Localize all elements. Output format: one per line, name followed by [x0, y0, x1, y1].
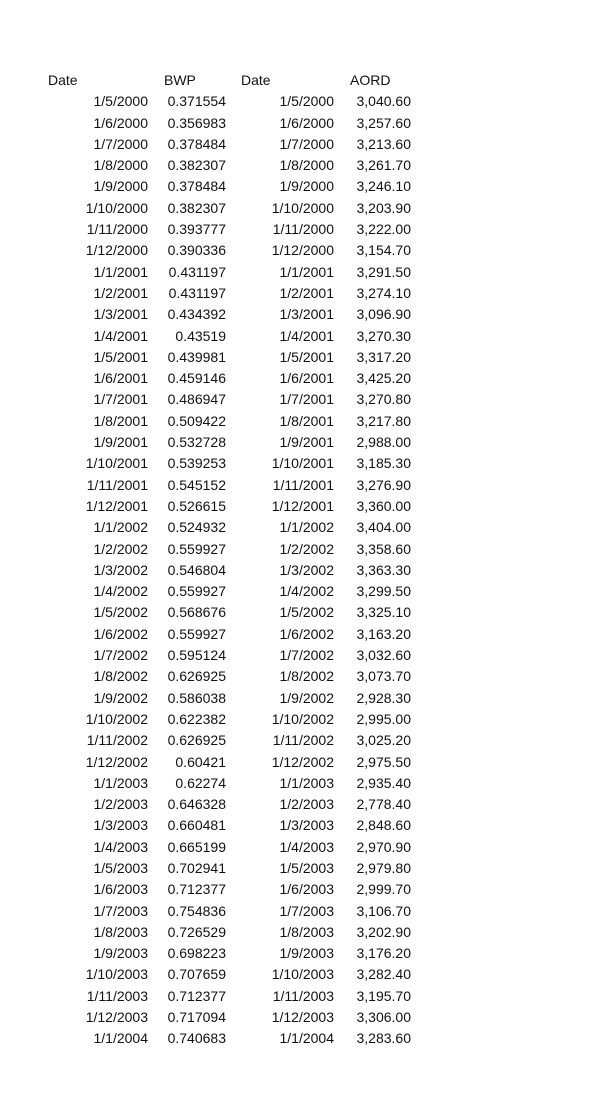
table-row: [0, 837, 614, 858]
date-cell: 1/8/2001: [279, 412, 334, 429]
table-row: [0, 943, 614, 964]
date-cell: 1/7/2000: [93, 135, 148, 152]
date-cell: 1/9/2001: [93, 434, 148, 451]
date-cell: 1/6/2002: [279, 625, 334, 642]
aord-cell: 2,979.80: [356, 859, 411, 876]
bwp-cell: 0.665199: [167, 838, 226, 855]
table-row: [0, 304, 614, 325]
date-cell: 1/2/2001: [93, 284, 148, 301]
bwp-cell: 0.43519: [175, 327, 226, 344]
aord-cell: 3,222.00: [356, 221, 411, 238]
date-cell: 1/1/2002: [93, 519, 148, 536]
aord-cell: 3,358.60: [356, 540, 411, 557]
date-cell: 1/12/2002: [85, 753, 148, 770]
aord-cell: 2,988.00: [356, 434, 411, 451]
aord-cell: 3,299.50: [356, 583, 411, 600]
date-cell: 1/11/2001: [86, 476, 148, 493]
date-cell: 1/3/2002: [279, 561, 334, 578]
aord-cell: 3,363.30: [356, 561, 411, 578]
bwp-cell: 0.431197: [168, 263, 226, 280]
aord-cell: 2,928.30: [356, 689, 411, 706]
bwp-cell: 0.390336: [167, 242, 226, 259]
bwp-cell: 0.559927: [167, 625, 226, 642]
table-row: [0, 453, 614, 474]
date-cell: 1/4/2001: [279, 327, 334, 344]
bwp-cell: 0.559927: [167, 540, 226, 557]
header-row: [0, 70, 614, 91]
table-row: [0, 709, 614, 730]
bwp-cell: 0.717094: [167, 1009, 226, 1026]
table-row: [0, 496, 614, 517]
aord-cell: 3,246.10: [356, 178, 411, 195]
date-cell: 1/11/2000: [272, 221, 334, 238]
bwp-cell: 0.60421: [175, 753, 226, 770]
date-cell: 1/4/2003: [279, 838, 334, 855]
bwp-cell: 0.524932: [167, 519, 226, 536]
date-cell: 1/5/2000: [93, 93, 148, 110]
table-row: [0, 134, 614, 155]
table-row: [0, 964, 614, 985]
table-row: [0, 773, 614, 794]
date-cell: 1/9/2001: [279, 434, 334, 451]
bwp-cell: 0.754836: [167, 902, 226, 919]
table-row: [0, 326, 614, 347]
date-cell: 1/8/2003: [279, 923, 334, 940]
aord-cell: 2,778.40: [356, 796, 411, 813]
date-cell: 1/3/2003: [279, 817, 334, 834]
bwp-cell: 0.439981: [167, 348, 226, 365]
table-row: [0, 432, 614, 453]
table-row: [0, 1028, 614, 1049]
table-row: [0, 858, 614, 879]
table-row: [0, 1007, 614, 1028]
date-cell: 1/3/2001: [93, 306, 148, 323]
date-cell: 1/5/2002: [93, 604, 148, 621]
bwp-cell: 0.539253: [167, 455, 226, 472]
aord-cell: 3,270.30: [356, 327, 411, 344]
date-cell: 1/10/2001: [271, 455, 334, 472]
header-date-1: Date: [48, 72, 78, 88]
date-cell: 1/2/2003: [279, 796, 334, 813]
table-row: [0, 91, 614, 112]
date-cell: 1/7/2001: [93, 391, 148, 408]
date-cell: 1/11/2001: [272, 476, 334, 493]
date-cell: 1/9/2000: [279, 178, 334, 195]
date-cell: 1/1/2004: [93, 1030, 148, 1047]
date-cell: 1/3/2001: [279, 306, 334, 323]
date-cell: 1/8/2000: [279, 157, 334, 174]
date-cell: 1/1/2002: [279, 519, 334, 536]
data-table: [0, 70, 614, 1050]
bwp-cell: 0.702941: [167, 859, 226, 876]
date-cell: 1/9/2000: [93, 178, 148, 195]
table-row: [0, 922, 614, 943]
date-cell: 1/4/2001: [93, 327, 148, 344]
date-cell: 1/12/2002: [271, 753, 334, 770]
aord-cell: 3,317.20: [356, 348, 411, 365]
date-cell: 1/6/2003: [279, 881, 334, 898]
date-cell: 1/7/2000: [279, 135, 334, 152]
aord-cell: 3,025.20: [356, 732, 411, 749]
date-cell: 1/1/2003: [93, 774, 148, 791]
date-cell: 1/10/2000: [271, 199, 334, 216]
date-cell: 1/9/2002: [279, 689, 334, 706]
table-row: [0, 986, 614, 1007]
aord-cell: 3,425.20: [356, 370, 411, 387]
aord-cell: 3,154.70: [356, 242, 411, 259]
date-cell: 1/5/2003: [93, 859, 148, 876]
bwp-cell: 0.431197: [168, 284, 226, 301]
bwp-cell: 0.586038: [167, 689, 226, 706]
aord-cell: 3,217.80: [356, 412, 411, 429]
aord-cell: 3,213.60: [356, 135, 411, 152]
table-row: [0, 262, 614, 283]
date-cell: 1/11/2003: [86, 987, 148, 1004]
date-cell: 1/10/2003: [85, 966, 148, 983]
date-cell: 1/10/2002: [85, 710, 148, 727]
aord-cell: 3,306.00: [356, 1009, 411, 1026]
bwp-cell: 0.382307: [167, 199, 226, 216]
bwp-cell: 0.740683: [167, 1030, 226, 1047]
aord-cell: 3,291.50: [356, 263, 411, 280]
bwp-cell: 0.712377: [167, 881, 226, 898]
aord-cell: 3,360.00: [356, 497, 411, 514]
bwp-cell: 0.626925: [167, 732, 226, 749]
aord-cell: 3,040.60: [356, 93, 411, 110]
bwp-cell: 0.532728: [167, 434, 226, 451]
aord-cell: 3,283.60: [356, 1030, 411, 1047]
table-row: [0, 879, 614, 900]
bwp-cell: 0.595124: [167, 647, 226, 664]
table-row: [0, 730, 614, 751]
table-row: [0, 901, 614, 922]
bwp-cell: 0.356983: [167, 114, 226, 131]
date-cell: 1/9/2002: [93, 689, 148, 706]
bwp-cell: 0.378484: [167, 135, 226, 152]
date-cell: 1/9/2003: [279, 945, 334, 962]
table-row: [0, 283, 614, 304]
table-row: [0, 602, 614, 623]
date-cell: 1/6/2002: [93, 625, 148, 642]
bwp-cell: 0.698223: [167, 945, 226, 962]
date-cell: 1/1/2004: [279, 1030, 334, 1047]
date-cell: 1/6/2000: [279, 114, 334, 131]
date-cell: 1/12/2003: [271, 1009, 334, 1026]
date-cell: 1/11/2003: [272, 987, 334, 1004]
table-row: [0, 411, 614, 432]
date-cell: 1/10/2000: [85, 199, 148, 216]
aord-cell: 3,176.20: [356, 945, 411, 962]
date-cell: 1/6/2001: [93, 370, 148, 387]
aord-cell: 2,999.70: [356, 881, 411, 898]
table-row: [0, 176, 614, 197]
bwp-cell: 0.546804: [167, 561, 226, 578]
date-cell: 1/12/2000: [85, 242, 148, 259]
table-row: [0, 752, 614, 773]
table-row: [0, 219, 614, 240]
table-row: [0, 389, 614, 410]
date-cell: 1/12/2001: [85, 497, 148, 514]
date-cell: 1/12/2003: [85, 1009, 148, 1026]
date-cell: 1/7/2003: [279, 902, 334, 919]
table-row: [0, 581, 614, 602]
date-cell: 1/7/2003: [93, 902, 148, 919]
date-cell: 1/10/2003: [271, 966, 334, 983]
aord-cell: 3,257.60: [356, 114, 411, 131]
header-bwp: BWP: [164, 72, 196, 88]
table-row: [0, 815, 614, 836]
date-cell: 1/11/2002: [86, 732, 148, 749]
date-cell: 1/5/2002: [279, 604, 334, 621]
bwp-cell: 0.434392: [167, 306, 226, 323]
date-cell: 1/4/2002: [279, 583, 334, 600]
bwp-cell: 0.378484: [167, 178, 226, 195]
bwp-cell: 0.459146: [167, 370, 226, 387]
aord-cell: 3,032.60: [356, 647, 411, 664]
aord-cell: 2,848.60: [356, 817, 411, 834]
bwp-cell: 0.393777: [167, 221, 226, 238]
date-cell: 1/7/2002: [279, 647, 334, 664]
aord-cell: 3,203.90: [356, 199, 411, 216]
date-cell: 1/12/2000: [271, 242, 334, 259]
bwp-cell: 0.559927: [167, 583, 226, 600]
bwp-cell: 0.62274: [175, 774, 226, 791]
table-row: [0, 475, 614, 496]
date-cell: 1/2/2002: [279, 540, 334, 557]
table-row: [0, 645, 614, 666]
bwp-cell: 0.568676: [167, 604, 226, 621]
table-row: [0, 240, 614, 261]
date-cell: 1/8/2000: [93, 157, 148, 174]
bwp-cell: 0.712377: [167, 987, 226, 1004]
date-cell: 1/5/2001: [93, 348, 148, 365]
bwp-cell: 0.726529: [167, 923, 226, 940]
date-cell: 1/11/2000: [86, 221, 148, 238]
aord-cell: 3,106.70: [356, 902, 411, 919]
aord-cell: 3,073.70: [356, 668, 411, 685]
bwp-cell: 0.646328: [167, 796, 226, 813]
date-cell: 1/8/2002: [93, 668, 148, 685]
date-cell: 1/4/2002: [93, 583, 148, 600]
date-cell: 1/4/2003: [93, 838, 148, 855]
date-cell: 1/2/2002: [93, 540, 148, 557]
date-cell: 1/11/2002: [272, 732, 334, 749]
date-cell: 1/5/2001: [279, 348, 334, 365]
aord-cell: 2,995.00: [356, 710, 411, 727]
aord-cell: 3,270.80: [356, 391, 411, 408]
bwp-cell: 0.626925: [167, 668, 226, 685]
aord-cell: 3,404.00: [356, 519, 411, 536]
bwp-cell: 0.545152: [167, 476, 226, 493]
aord-cell: 3,185.30: [356, 455, 411, 472]
aord-cell: 2,975.50: [356, 753, 411, 770]
table-row: [0, 624, 614, 645]
bwp-cell: 0.707659: [167, 966, 226, 983]
bwp-cell: 0.622382: [167, 710, 226, 727]
date-cell: 1/12/2001: [271, 497, 334, 514]
aord-cell: 3,261.70: [356, 157, 411, 174]
date-cell: 1/8/2003: [93, 923, 148, 940]
aord-cell: 2,935.40: [356, 774, 411, 791]
date-cell: 1/1/2001: [279, 263, 334, 280]
date-cell: 1/6/2000: [93, 114, 148, 131]
header-aord: AORD: [350, 72, 391, 88]
bwp-cell: 0.382307: [167, 157, 226, 174]
bwp-cell: 0.526615: [167, 497, 226, 514]
date-cell: 1/3/2003: [93, 817, 148, 834]
table-row: [0, 666, 614, 687]
date-cell: 1/10/2002: [271, 710, 334, 727]
aord-cell: 3,195.70: [356, 987, 411, 1004]
aord-cell: 3,282.40: [356, 966, 411, 983]
bwp-cell: 0.371554: [167, 93, 226, 110]
bwp-cell: 0.509422: [167, 412, 226, 429]
date-cell: 1/6/2003: [93, 881, 148, 898]
table-row: [0, 155, 614, 176]
table-body: [0, 91, 614, 1049]
date-cell: 1/8/2001: [93, 412, 148, 429]
date-cell: 1/1/2003: [279, 774, 334, 791]
header-date-2: Date: [241, 72, 271, 88]
table-row: [0, 794, 614, 815]
table-row: [0, 517, 614, 538]
table-row: [0, 560, 614, 581]
table-row: [0, 688, 614, 709]
table-row: [0, 539, 614, 560]
date-cell: 1/5/2000: [279, 93, 334, 110]
date-cell: 1/6/2001: [279, 370, 334, 387]
date-cell: 1/1/2001: [93, 263, 148, 280]
aord-cell: 3,274.10: [356, 284, 411, 301]
table-row: [0, 198, 614, 219]
aord-cell: 3,096.90: [356, 306, 411, 323]
date-cell: 1/3/2002: [93, 561, 148, 578]
date-cell: 1/9/2003: [93, 945, 148, 962]
aord-cell: 3,202.90: [356, 923, 411, 940]
aord-cell: 3,276.90: [356, 476, 411, 493]
table-row: [0, 113, 614, 134]
aord-cell: 2,970.90: [356, 838, 411, 855]
date-cell: 1/8/2002: [279, 668, 334, 685]
date-cell: 1/2/2003: [93, 796, 148, 813]
date-cell: 1/7/2002: [93, 647, 148, 664]
table-row: [0, 368, 614, 389]
bwp-cell: 0.660481: [167, 817, 226, 834]
aord-cell: 3,163.20: [356, 625, 411, 642]
date-cell: 1/7/2001: [279, 391, 334, 408]
date-cell: 1/2/2001: [279, 284, 334, 301]
bwp-cell: 0.486947: [167, 391, 226, 408]
date-cell: 1/5/2003: [279, 859, 334, 876]
table-row: [0, 347, 614, 368]
date-cell: 1/10/2001: [85, 455, 148, 472]
aord-cell: 3,325.10: [356, 604, 411, 621]
